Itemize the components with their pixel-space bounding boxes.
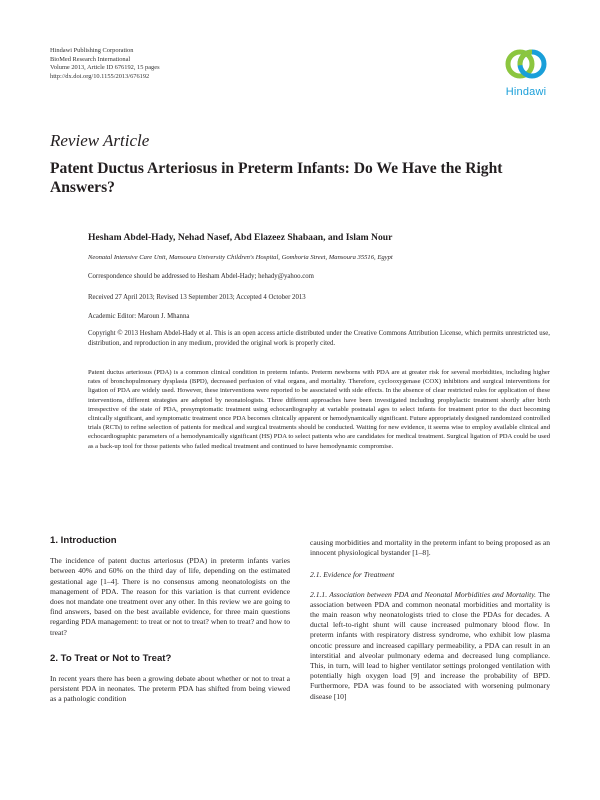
- introduction-paragraph: The incidence of patent ductus arteriosus (PDA) in preterm infants varies between 40% and 60% on the third day of life, depending on the estimated gestational age [1–4]. There is no consensus among neonatologists on the management of PDA. The reason for this variation is that current evidence does not mandate one treatment over any other. In this review we are going to find answers, based on the best available evidence, for three main questions regarding PDA management: to treat or not to treat? when to treat? and how to treat?: [50, 556, 290, 637]
- article-type: Review Article: [50, 131, 150, 150]
- doi-link[interactable]: http://dx.doi.org/10.1155/2013/676192: [50, 72, 150, 80]
- correspondence: Correspondence should be addressed to Hesham Abdel-Hady; hehady@yahoo.com: [88, 273, 314, 280]
- left-column: [50, 536, 290, 717]
- to-treat-paragraph: In recent years there has been a growing debate about whether or not to treat a persistent PDA in neonates. The preterm PDA has shifted from being viewed as a pathologic condition: [50, 674, 290, 704]
- subsubsection-text: The association between PDA and common neonatal morbidities and mortality is the main reason why neonatologists tried to close the PDAs for decades. A ductal left-to-right shunt will cause increased pulmonary blood flow. In preterm infants with respiratory distress syndrome, who exhibit low plasma oncotic pressure and increased capillary permeability, a PDA can result in an interstitial and alveolar pulmonary edema and decreased lung compliance. This, in turn, will lead to higher ventilator settings prolonged ventilation with potentially high oxygen load [9] and increase the probability of BPD. Furthermore, PDA was found to be associated with worsening pulmonary disease [10]: [310, 589, 550, 701]
- article-dates: Received 27 April 2013; Revised 13 September 2013; Accepted 4 October 2013: [88, 294, 306, 301]
- section-heading-introduction: 1. Introduction: [50, 535, 117, 546]
- logo-text: Hindawi: [505, 86, 547, 98]
- academic-editor: Academic Editor: Maroun J. Mhanna: [88, 313, 190, 320]
- subsection-heading-evidence: 2.1. Evidence for Treatment: [310, 570, 395, 580]
- authors: Hesham Abdel-Hady, Nehad Nasef, Abd Elazeez Shabaan, and Islam Nour: [88, 232, 393, 243]
- right-column: [310, 538, 550, 714]
- section-heading-to-treat: 2. To Treat or Not to Treat?: [50, 652, 172, 664]
- evidence-paragraph: [310, 590, 550, 702]
- hindawi-logo[interactable]: [494, 44, 558, 108]
- publisher: Hindawi Publishing Corporation: [50, 47, 134, 54]
- copyright-notice: Copyright © 2013 Hesham Abdel-Hady et al. This is an open access article distributed under the Creative Commons Attribution License, which permits unrestricted use, distribution, and reproduction in any medium, provided the original work is properly cited.: [88, 330, 550, 347]
- hindawi-logo-icon: [504, 44, 548, 84]
- volume-line: Volume 2013, Article ID 676192, 15 pages: [50, 64, 160, 72]
- header-meta: [50, 47, 350, 81]
- article-title: Patent Ductus Arteriosus in Preterm Infants: Do We Have the Right Answers?: [50, 160, 503, 196]
- journal-name: BioMed Research International: [50, 55, 131, 63]
- affiliation: Neonatal Intensive Care Unit, Mansoura University Children's Hospital, Gomhoria Street, Mansoura 35516, Egypt: [88, 254, 393, 261]
- continuation-paragraph: causing morbidities and mortality in the preterm infant to being proposed as an innocent physiological bystander [1–8].: [310, 538, 550, 558]
- subsubsection-title: 2.1.1. Association between PDA and Neonatal Morbidities and Mortality.: [310, 589, 537, 599]
- abstract: Patent ductus arteriosus (PDA) is a common clinical condition in preterm infants. Preterm newborns with PDA are at greater risk for several morbidities, including higher rates of bronchopulmonary dysplasia (BPD), decreased perfusion of vital organs, and mortality. Therefore, cyclooxygenase (COX) inhibitors and surgical interventions for ligation of PDA are widely used. However, these interventions were reported to be associated with side effects. In the absence of clear restricted rules for application of these interventions, different strategies are adopted by neonatologists. Three different approaches have been investigated including prophylactic treatment shortly after birth irrespective of the state of PDA, presymptomatic treatment using echocardiography at variable postnatal ages to select infants for treatment prior to the duct becoming clinically significant, and symptomatic treatment once PDA becomes clinically apparent or hemodynamically significant. Future appropriately designed randomized controlled trials (RCTs) to refine selection of patients for medical and surgical treatments should be conducted. Waiting for new evidence, it seems wise to employ available clinical and echocardiographic parameters of a hemodynamically significant (HS) PDA to select patients who are candidates for medical treatment. Surgical ligation of PDA could be used as a back-up tool for those patients who failed medical treatment and continued to have hemodynamic compromise.: [88, 369, 550, 450]
